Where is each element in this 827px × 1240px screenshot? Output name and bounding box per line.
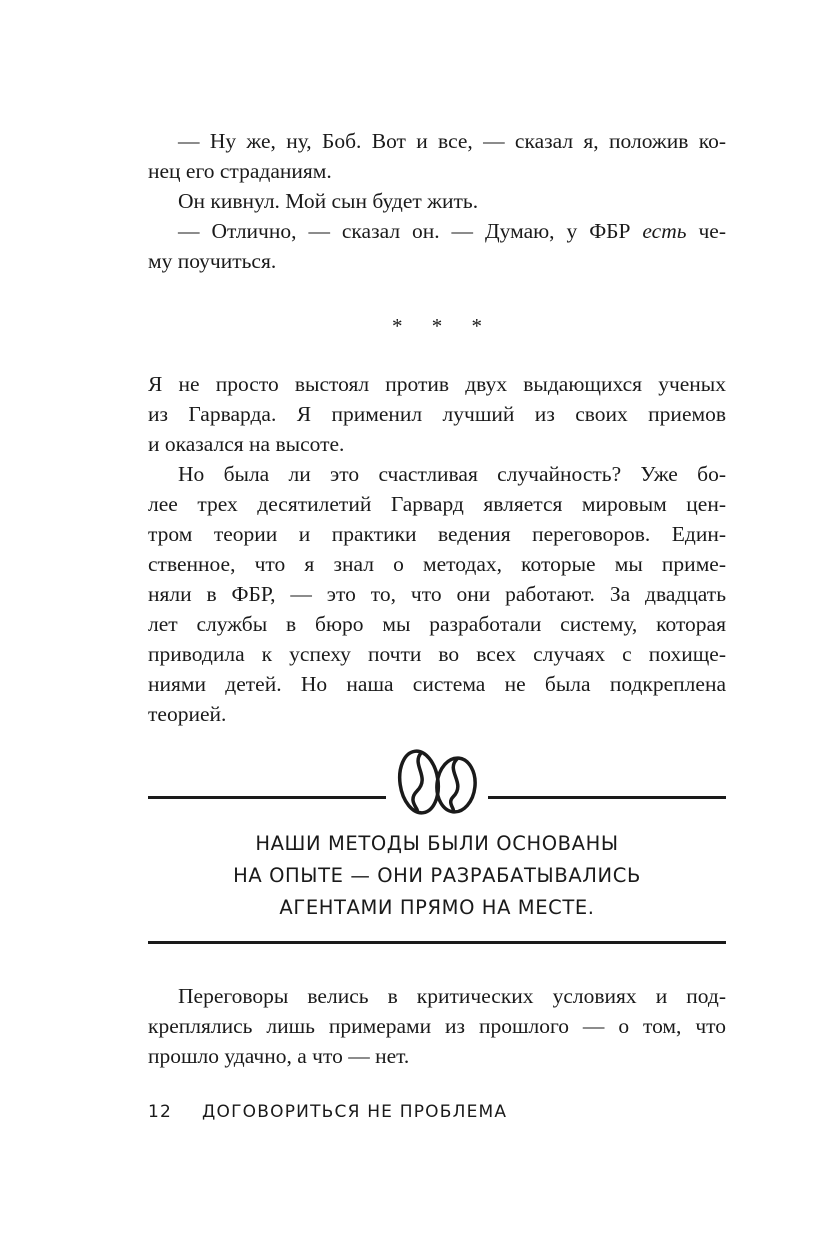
text-line: Я не просто выстоял против двух выдающихся ученых: [148, 372, 726, 396]
emphasis-text: есть: [642, 219, 687, 243]
text-line: креплялись лишь примерами из прошлого — о том, что: [148, 1014, 726, 1038]
text-line: прошло удачно, а что — нет.: [148, 1044, 410, 1068]
callout-rule-bottom: [148, 941, 726, 944]
callout-line: НАШИ МЕТОДЫ БЫЛИ ОСНОВАНЫ: [255, 832, 619, 855]
text-line: Переговоры велись в критических условиях и под-: [178, 984, 726, 1008]
text-line: теорией.: [148, 702, 227, 726]
text-line: и оказался на высоте.: [148, 432, 345, 456]
text-line: лет службы в бюро мы разработали систему, которая: [148, 612, 726, 636]
callout-line: АГЕНТАМИ ПРЯМО НА МЕСТЕ.: [279, 896, 595, 919]
page-number: 12: [148, 1102, 173, 1122]
page-footer: [148, 1102, 507, 1122]
text-line: Он кивнул. Мой сын будет жить.: [178, 189, 479, 213]
text-line: му поучиться.: [148, 249, 277, 273]
text-line: ственное, что я знал о методах, которые мы приме-: [148, 552, 726, 576]
text-line: приводила к успеху почти во всех случаях с похище-: [148, 642, 726, 666]
coffee-beans-icon: [397, 747, 479, 817]
book-title: ДОГОВОРИТЬСЯ НЕ ПРОБЛЕМА: [202, 1102, 508, 1122]
text-span: — Отлично, — сказал он. — Думаю, у ФБР: [178, 219, 643, 243]
text-line: Но была ли это счастливая случайность? Уже бо-: [178, 462, 726, 486]
callout-rule-left: [148, 796, 386, 799]
text-line: няли в ФБР, — это то, что они работают. За двадцать: [148, 582, 726, 606]
text-line: из Гарварда. Я применил лучший из своих приемов: [148, 402, 726, 426]
text-line: нец его страданиям.: [148, 159, 332, 183]
text-span: че-: [686, 219, 727, 243]
text-line: — Ну же, ну, Боб. Вот и все, — сказал я, положив ко-: [178, 129, 726, 153]
text-line: лее трех десятилетий Гарвард является мировым цен-: [148, 492, 726, 516]
callout-line: НА ОПЫТЕ — ОНИ РАЗРАБАТЫВАЛИСЬ: [233, 864, 641, 887]
text-line: тром теории и практики ведения переговоров. Един-: [148, 522, 726, 546]
text-line: ниями детей. Но наша система не была подкреплена: [148, 672, 726, 696]
callout-rule-right: [488, 796, 726, 799]
section-separator: * * *: [392, 314, 494, 338]
text-line: [148, 216, 726, 246]
